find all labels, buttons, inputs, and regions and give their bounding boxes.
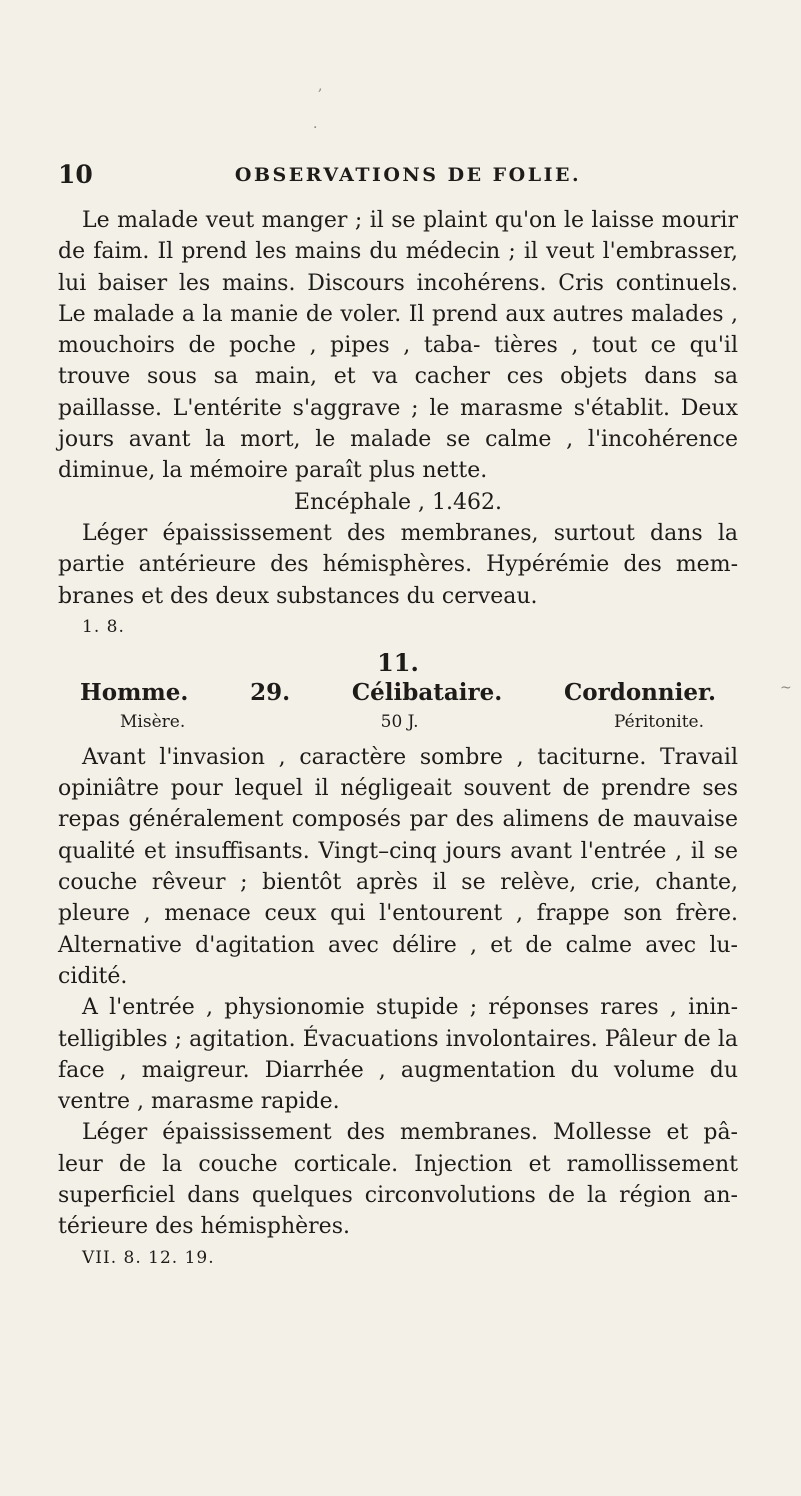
- case-cause: Misère.: [120, 711, 186, 732]
- paragraph-admission: A l'entrée , physionomie stupide ; réponses rares , inin- telligibles ; agitation. Évacuations involontaires. Pâleur de la face , maigreur. Diarrhée , augmentation du volume du ventre , marasme rapide.: [58, 995, 738, 1115]
- case-profession: Cordonnier.: [563, 678, 716, 706]
- case-disease: Péritonite.: [613, 711, 704, 732]
- plate-reference-2: VII. 8. 12. 19.: [82, 1247, 215, 1268]
- case-duration: 50 J.: [380, 711, 419, 732]
- page-number: 10: [58, 160, 93, 189]
- page-body: [58, 205, 738, 1273]
- case-sex: Homme.: [80, 678, 189, 706]
- speck-mark: ·: [313, 120, 318, 136]
- paragraph-symptoms: Le malade veut manger ; il se plaint qu'on le laisse mourir de faim. Il prend les mains du médecin ; il veut l'embrasser, lui baiser les mains. Discours incohérens. Cris continuels. Le malade a la manie de voler. Il prend aux autres malades , mouchoirs de poche , pipes , taba- tières , tout ce qu'il trouve sous sa main, et va cacher ces objets dans sa paillasse. L'entérite s'aggrave ; le marasme s'établit. Deux jours avant la mort, le malade se calme , l'incohérence diminue, la mémoire paraît plus nette.: [58, 208, 738, 484]
- paragraph-autopsy-2: Léger épaississement des membranes. Mollesse et pâ- leur de la couche corticale. Injection et ramollissement superficiel dans quelques circonvolutions de la région an- térieure des hémisphères.: [58, 1120, 738, 1240]
- encephale-weight: Encéphale , 1.462.: [294, 489, 502, 515]
- page-header: [58, 160, 758, 196]
- case-age: 29.: [250, 678, 291, 706]
- running-title: OBSERVATIONS DE FOLIE.: [234, 164, 582, 186]
- case-subheader: [58, 708, 738, 736]
- paragraph-autopsy: Léger épaississement des membranes, surtout dans la partie antérieure des hémisphères. Hypérémie des mem- branes et des deux substances du cerveau.: [58, 520, 738, 609]
- case-number: 11.: [377, 647, 419, 677]
- case-status: Célibataire.: [351, 678, 503, 706]
- paragraph-history: Avant l'invasion , caractère sombre , taciturne. Travail opiniâtre pour lequel il négligeait souvent de prendre ses repas généralement composés par des alimens de mauvaise qualité et insuffisants. Vingt–cinq jours avant l'entrée , il se couche rêveur ; bientôt après il se relève, crie, chante, pleure , menace ceux qui l'entourent , frappe son frère. Alternative d'agitation avec délire , et de calme avec lu- cidité.: [58, 744, 738, 989]
- speck-mark: ~: [780, 680, 792, 696]
- plate-reference: 1. 8.: [82, 616, 125, 637]
- case-header: [58, 678, 738, 708]
- speck-mark: ,: [318, 78, 323, 94]
